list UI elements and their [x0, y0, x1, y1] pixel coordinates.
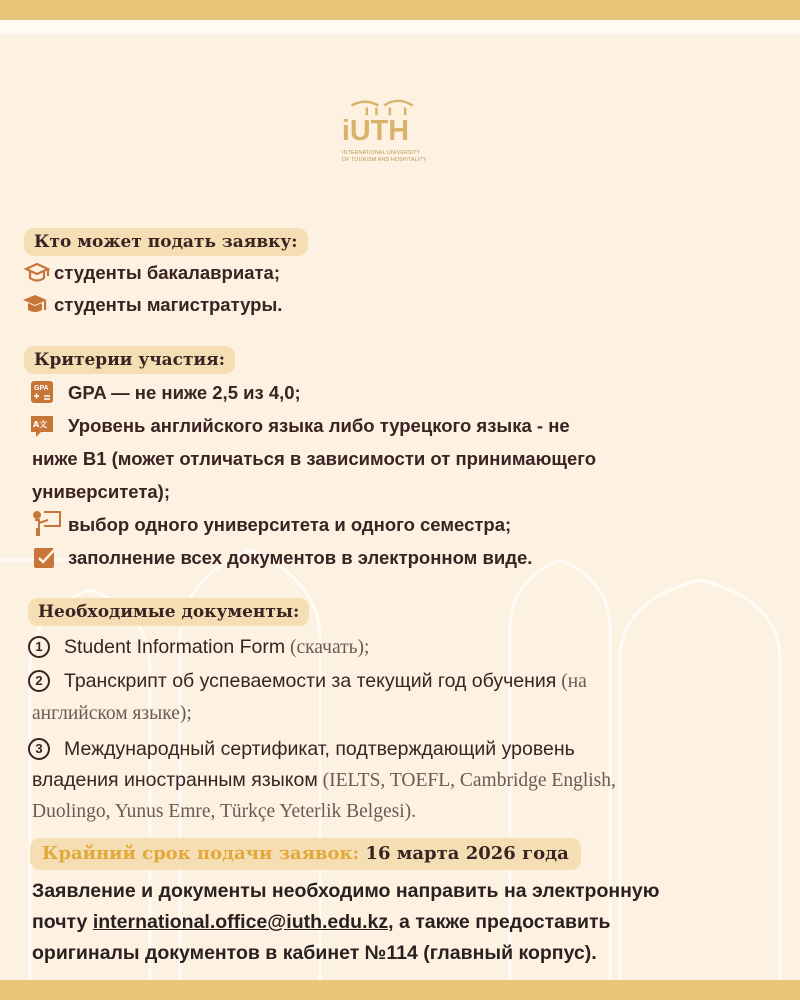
criteria-item-electronic: заполнение всех документов в электронном виде.: [68, 547, 533, 568]
university-logo: [336, 88, 446, 178]
doc-item-3-line2: [32, 766, 616, 795]
who-item-bachelor: студенты бакалавриата;: [54, 262, 280, 283]
doc-item-2-continuation: [32, 699, 192, 728]
who-item-master: студенты магистратуры.: [54, 294, 283, 315]
graduation-cap-solid-icon: [22, 292, 48, 318]
top-gold-band: [0, 0, 800, 20]
doc-item-2: [64, 667, 587, 696]
translate-icon: [30, 414, 54, 438]
top-white-stripe: [0, 20, 800, 34]
email-link[interactable]: international.office@iuth.edu.kz: [92, 911, 389, 933]
doc-item-1-download-link[interactable]: (скачать);: [285, 637, 370, 658]
footer-line2-prefix: почту: [32, 911, 93, 933]
logo-subtitle-line1: INTERNATIONAL UNIVERSITY: [342, 150, 421, 156]
iuth-wordmark-logo: [336, 96, 436, 144]
who-can-apply-heading: Кто может подать заявку:: [24, 228, 308, 256]
svg-text:iUTH: iUTH: [341, 115, 410, 144]
svg-text:GPA: GPA: [34, 385, 49, 392]
footer-line3: оригиналы документов в кабинет №114 (главный корпус).: [32, 942, 597, 964]
graduation-cap-outline-icon: [24, 260, 50, 286]
doc-item-2-note-cont: английском языке);: [32, 703, 192, 724]
doc-item-2-note: (на: [556, 671, 587, 692]
calculator-icon: [30, 380, 54, 404]
doc-item-3-certificates-cont: Duolingo, Yunus Emre, Türkçe Yeterlik Belgesi).: [32, 801, 416, 822]
footer-line2-suffix: , а также предоставить: [388, 911, 611, 933]
logo-subtitle: [342, 150, 442, 164]
doc-item-3: [64, 735, 575, 763]
deadline-banner: [30, 838, 581, 870]
doc-number-3: 3: [28, 738, 50, 760]
svg-text:A文: A文: [33, 420, 48, 429]
doc-number-1: 1: [28, 636, 50, 658]
doc-item-3-certificates: (IELTS, TOEFL, Cambridge English,: [317, 770, 616, 791]
criteria-item-choice: выбор одного университета и одного семестра;: [68, 514, 512, 535]
doc-item-1-text[interactable]: Student Information Form: [64, 636, 286, 658]
logo-subtitle-line2: OF TOURISM AND HOSPITALITY: [342, 157, 427, 163]
checkbox-icon: [32, 544, 58, 570]
teacher-board-icon: [32, 510, 62, 538]
criteria-item-gpa: GPA — не ниже 2,5 из 4,0;: [68, 382, 301, 403]
criteria-heading: Критерии участия:: [24, 346, 235, 374]
documents-heading: Необходимые документы:: [28, 598, 309, 626]
bottom-gold-band: [0, 980, 800, 1000]
doc-number-2: 2: [28, 670, 50, 692]
footer-line1: Заявление и документы необходимо направить на электронную: [32, 880, 660, 902]
doc-item-3-line2-text: владения иностранным языком: [32, 769, 318, 791]
deadline-label: Крайний срок подачи заявок:: [42, 843, 360, 864]
criteria-item-language-line3: университета);: [32, 481, 170, 502]
doc-item-3-text: Международный сертификат, подтверждающий уровень: [64, 738, 575, 760]
criteria-item-language-line2: ниже B1 (может отличаться в зависимости от принимающего: [32, 448, 597, 469]
deadline-date: 16 марта 2026 года: [359, 843, 569, 864]
doc-item-1: [64, 633, 369, 662]
doc-item-2-text: Транскрипт об успеваемости за текущий год обучения: [64, 670, 557, 692]
doc-item-3-line3: [32, 797, 416, 826]
criteria-item-language-line1: Уровень английского языка либо турецкого языка - не: [68, 415, 570, 436]
footer-line2: [32, 907, 611, 937]
